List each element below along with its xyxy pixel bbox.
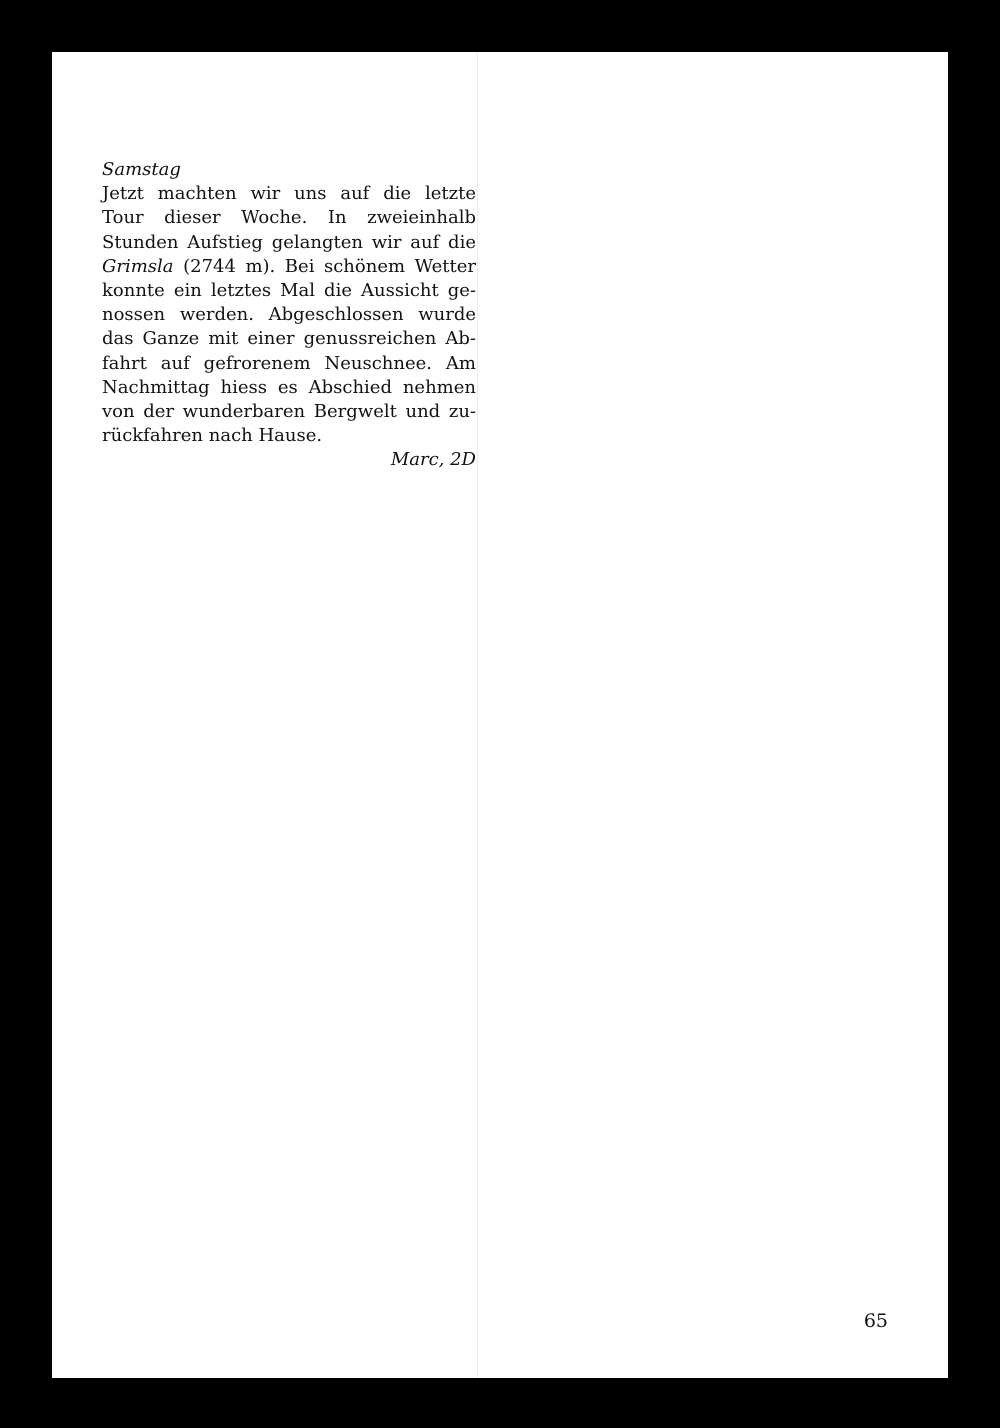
document-page: [52, 52, 948, 1378]
body-line-9: Nachmittag hiess es Abschied nehmen: [102, 376, 476, 398]
body-line-11: rückfahren nach Hause.: [102, 425, 323, 447]
place-name: Grimsla: [102, 255, 174, 277]
body-line-4-text: (2744 m). Bei schönem Wetter: [183, 255, 476, 277]
body-line-8: fahrt auf gefrorenem Neuschnee. Am: [102, 352, 476, 374]
article: [102, 158, 476, 473]
article-heading: Samstag: [102, 159, 181, 180]
body-line-6: nossen werden. Abgeschlossen wurde: [102, 304, 476, 326]
body-line-4: [102, 255, 476, 279]
author-signature: Marc, 2D: [390, 449, 476, 471]
fold-line: [477, 52, 478, 1378]
body-line-2: Tour dieser Woche. In zweieinhalb: [102, 207, 476, 229]
page-number: 65: [863, 1310, 888, 1332]
body-line-5: konnte ein letztes Mal die Aussicht ge-: [102, 280, 476, 302]
body-line-7: das Ganze mit einer genussreichen Ab-: [102, 328, 476, 350]
body-line-10: von der wunderbaren Bergwelt und zu-: [102, 401, 476, 423]
body-line-3: Stunden Aufstieg gelangten wir auf die: [102, 231, 476, 253]
body-line-1: Jetzt machten wir uns auf die letzte: [102, 183, 476, 205]
